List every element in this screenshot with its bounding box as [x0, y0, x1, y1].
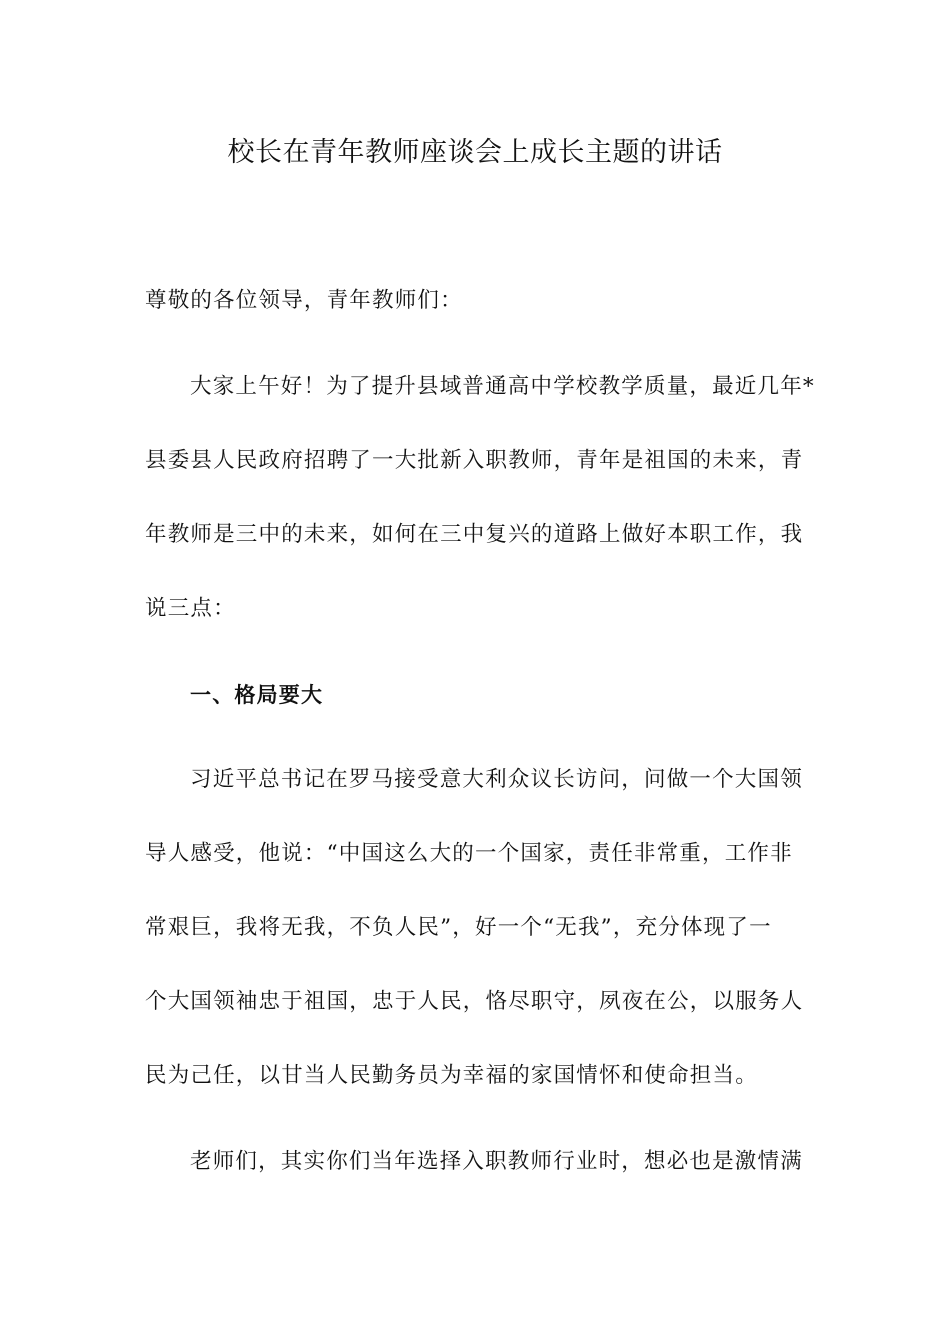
paragraph-line: 习近平总书记在罗马接受意大利众议长访问，问做一个大国领: [190, 767, 803, 792]
document-title: 校长在青年教师座谈会上成长主题的讲话: [227, 137, 723, 168]
paragraph-line: 年教师是三中的未来，如何在三中复兴的道路上做好本职工作，我: [145, 522, 804, 547]
section-heading: 一、格局要大: [190, 683, 324, 707]
paragraph-line: 老师们，其实你们当年选择入职教师行业时，想必也是激情满: [190, 1149, 803, 1174]
paragraph-line: 大家上午好！为了提升县域普通高中学校教学质量，最近几年*: [190, 374, 815, 399]
paragraph-line: 说三点：: [145, 596, 236, 621]
paragraph-line: 个大国领袖忠于祖国，忠于人民，恪尽职守，夙夜在公，以服务人: [145, 989, 804, 1014]
paragraph-line: 民为己任，以甘当人民勤务员为幸福的家国情怀和使命担当。: [145, 1063, 758, 1088]
paragraph-line: 导人感受，他说：“中国这么大的一个国家，责任非常重，工作非: [145, 841, 793, 866]
paragraph-line: 县委县人民政府招聘了一大批新入职教师，青年是祖国的未来，青: [145, 448, 804, 473]
paragraph-line: 常艰巨，我将无我，不负人民”，好一个“无我”，充分体现了一: [145, 915, 772, 940]
greeting: 尊敬的各位领导，青年教师们：: [145, 288, 463, 313]
